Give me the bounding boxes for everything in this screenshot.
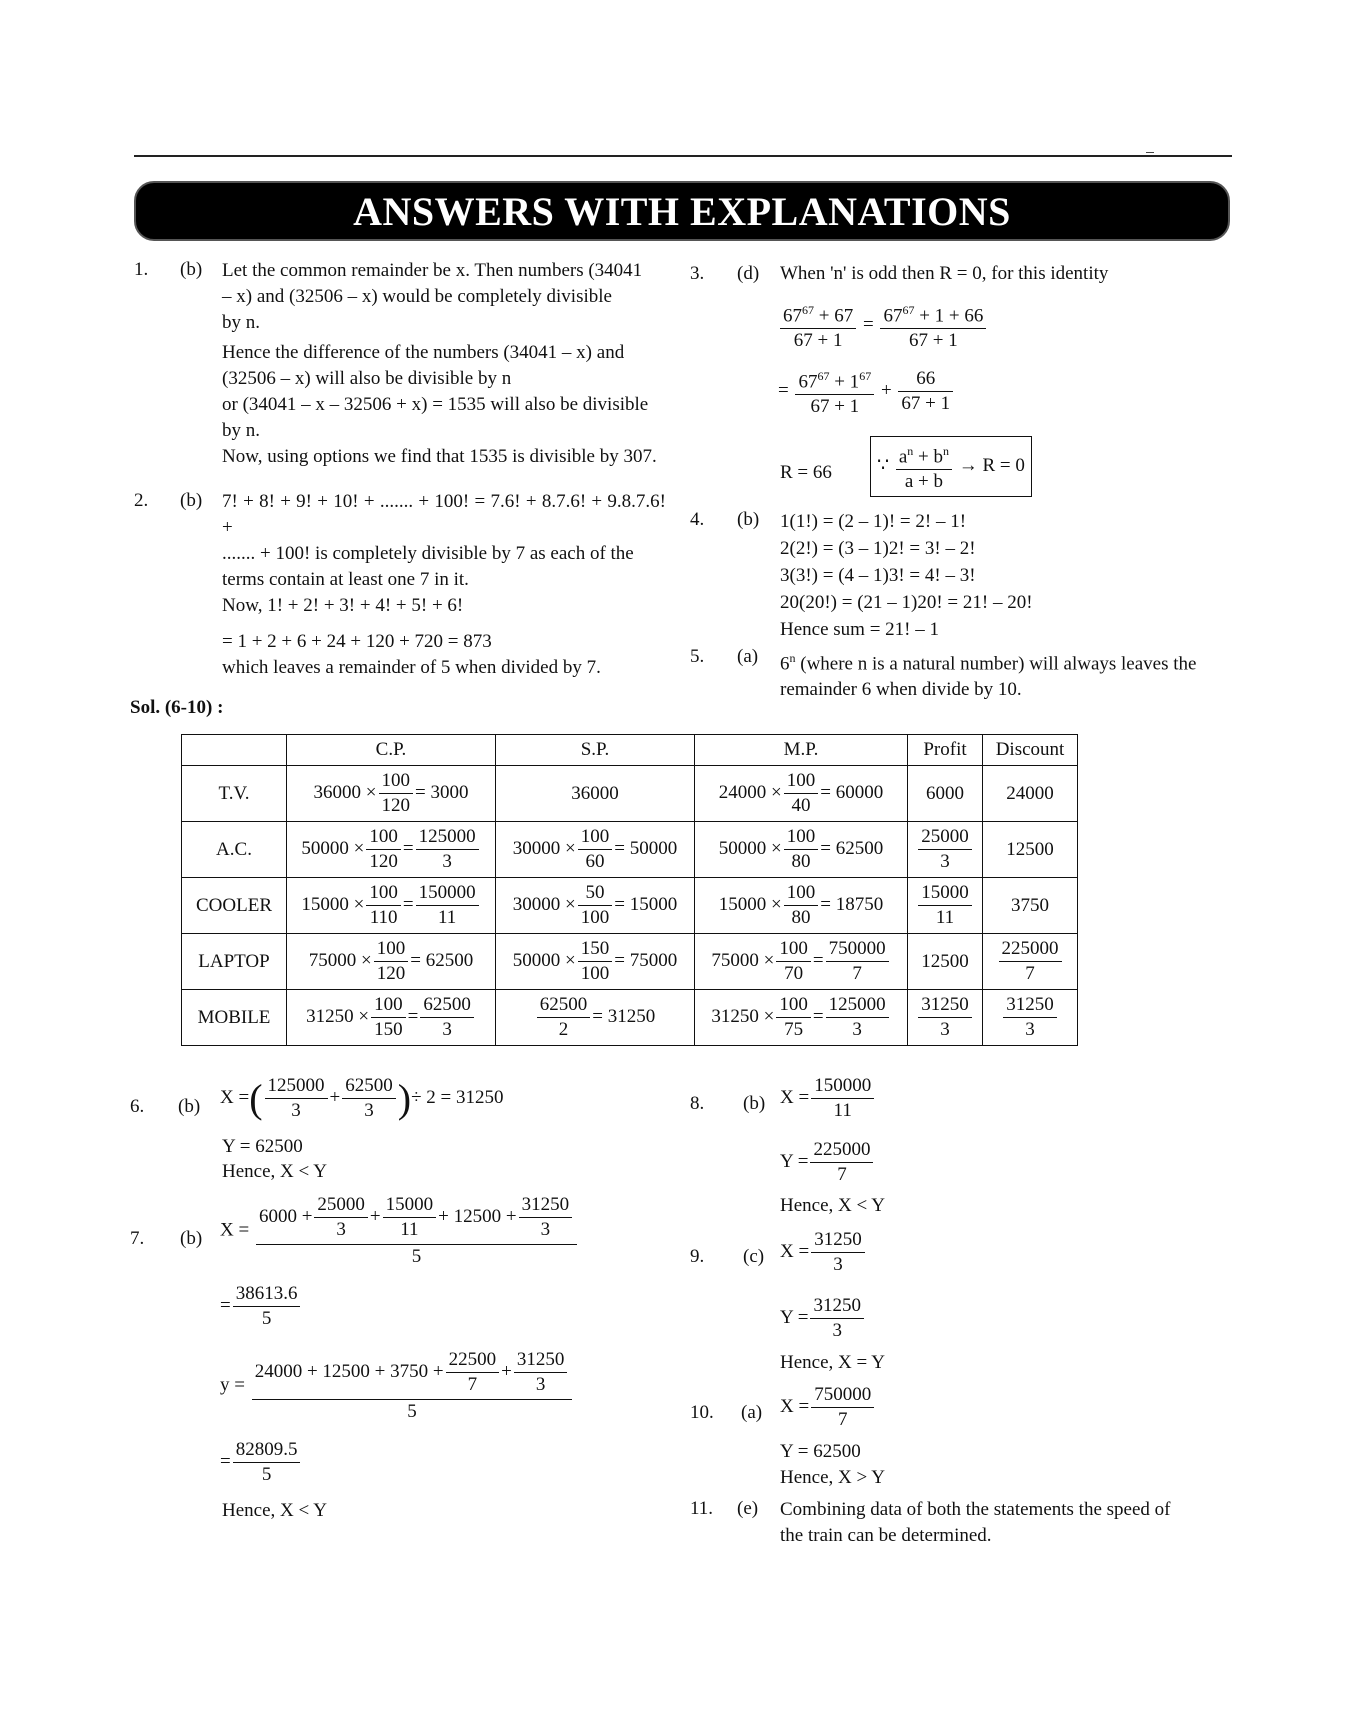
text-line: Let the common remainder be x. Then numbers (34041 xyxy=(222,260,643,281)
table-row xyxy=(182,990,1078,1046)
question-number: 1. xyxy=(134,259,149,280)
section-title-banner xyxy=(134,181,1230,241)
text-line: Combining data of both the statements the speed of xyxy=(780,1499,1171,1520)
question-number: 11. xyxy=(690,1498,714,1519)
mp-cell: 31250 × $\frac{100}{75}$ = $\frac{125000}{3}$ xyxy=(695,990,908,1046)
fraction: 24000 + 12500 + 3750 + $\frac{22500}{7}$ + $\frac{31250}{3}$ 5 xyxy=(252,1348,573,1424)
text-line: 1(1!) = (2 – 1)! = 2! – 1! xyxy=(780,511,967,532)
mp-cell: 75000 × $\frac{100}{70}$ = $\frac{750000}{7}$ xyxy=(695,934,908,990)
text-line: – x) and (32506 – x) would be completely divisible xyxy=(222,286,612,307)
discount-cell: 12500 xyxy=(983,822,1078,878)
y-value: Y = 62500 xyxy=(780,1441,861,1462)
mp-cell: 50000 × $\frac{100}{80}$ = 62500 xyxy=(695,822,908,878)
cp-cell: 75000 × $\frac{100}{120}$ = 62500 xyxy=(287,934,496,990)
item-cell: MOBILE xyxy=(182,990,287,1046)
header-cell: Profit xyxy=(908,735,983,766)
page-mark xyxy=(1146,152,1154,153)
conclusion: Hence, X < Y xyxy=(222,1500,327,1521)
fraction: $\frac{a^n + b^n}{a + b}$ xyxy=(896,439,952,494)
conclusion: Hence, X < Y xyxy=(780,1195,885,1216)
y-equation: Y = $\frac{225000}{7}$ xyxy=(780,1138,875,1187)
identity-box: ∵ $\frac{a^n + b^n}{a + b}$ → R = 0 xyxy=(870,436,1032,497)
text-line: by n. xyxy=(222,312,260,333)
text-line: 2(2!) = (3 – 1)2! = 3! – 2! xyxy=(780,538,976,559)
header-cell: M.P. xyxy=(695,735,908,766)
answer-option: (b) xyxy=(178,1096,201,1117)
table-row xyxy=(182,934,1078,990)
cp-cell: 36000 × $\frac{100}{120}$ = 3000 xyxy=(287,766,496,822)
text-line: 20(20!) = (21 – 1)20! = 21! – 20! xyxy=(780,592,1033,613)
answer-option: (b) xyxy=(180,490,203,511)
x-result: = $\frac{38613.6}{5}$ xyxy=(220,1282,302,1331)
identity-intro: When 'n' is odd then R = 0, for this identity xyxy=(780,263,1109,284)
section-title: ANSWERS WITH EXPLANATIONS xyxy=(353,189,1011,234)
identity-eq-2: = $\frac{67^{67} + 1^{67}}{67 + 1}$ + $\frac{66}{67 + 1}$ xyxy=(778,364,955,419)
text-line: = 1 + 2 + 6 + 24 + 120 + 720 = 873 xyxy=(222,631,492,652)
explanation-text xyxy=(780,508,1033,643)
x-equation: X = $\frac{750000}{7}$ xyxy=(780,1383,876,1432)
y-value: Y = 62500 xyxy=(222,1136,303,1157)
fraction: 6000 + $\frac{25000}{3}$ + $\frac{15000}{11}$ + 12500 + $\frac{31250}{3}$ 5 xyxy=(256,1193,577,1269)
remainder-result: R = 66 xyxy=(780,462,832,483)
x-equation: X = 6000 + $\frac{25000}{3}$ + $\frac{15000}{11}$ + 12500 + $\frac{31250}{3}$ 5 xyxy=(220,1193,579,1269)
fraction: $\frac{67^{67} + 1 + 66}{67 + 1}$ xyxy=(880,298,986,353)
identity-eq-1: $\frac{67^{67} + 67}{67 + 1}$ = $\frac{67^{67} + 1 + 66}{67 + 1}$ xyxy=(778,298,988,353)
text-line: 6$^n$ (where n is a natural number) will always leaves the xyxy=(780,651,1197,675)
sp-cell: 30000 × $\frac{50}{100}$ = 15000 xyxy=(496,878,695,934)
cp-cell: 50000 × $\frac{100}{120}$ = $\frac{125000}{3}$ xyxy=(287,822,496,878)
answer-option: (a) xyxy=(741,1402,763,1423)
mp-cell: 15000 × $\frac{100}{80}$ = 18750 xyxy=(695,878,908,934)
fraction: $\frac{67^{67} + 1^{67}}{67 + 1}$ xyxy=(795,364,874,419)
explanation-text xyxy=(222,258,666,470)
text-line: ....... + 100! is completely divisible by 7 as each of the xyxy=(222,543,634,564)
explanation-text xyxy=(780,1497,1230,1549)
text-line: Now, using options we find that 1535 is divisible by 307. xyxy=(222,446,657,467)
text-line: remainder 6 when divide by 10. xyxy=(780,679,1022,701)
table-row xyxy=(182,766,1078,822)
text-line: Now, 1! + 2! + 3! + 4! + 5! + 6! xyxy=(222,595,464,616)
question-number: 5. xyxy=(690,646,705,667)
cp-cell: 31250 × $\frac{100}{150}$ = $\frac{62500}{3}$ xyxy=(287,990,496,1046)
item-cell: LAPTOP xyxy=(182,934,287,990)
discount-cell: 24000 xyxy=(983,766,1078,822)
explanation-text xyxy=(222,489,666,681)
text-line: Hence sum = 21! – 1 xyxy=(780,619,939,640)
text-line: which leaves a remainder of 5 when divided by 7. xyxy=(222,657,601,678)
cost-price-table xyxy=(181,734,1078,1046)
text-line: 7! + 8! + 9! + 10! + ....... + 100! = 7.6! + 8.7.6! + 9.8.7.6! + xyxy=(222,491,666,538)
sp-cell: 36000 xyxy=(496,766,695,822)
conclusion: Hence, X > Y xyxy=(780,1467,885,1488)
sp-cell: 50000 × $\frac{150}{100}$ = 75000 xyxy=(496,934,695,990)
header-cell: C.P. xyxy=(287,735,496,766)
text-line: terms contain at least one 7 in it. xyxy=(222,569,469,590)
answer-option: (b) xyxy=(180,1228,203,1249)
profit-cell: $\frac{25000}{3}$ xyxy=(908,822,983,878)
x-equation: X =( $\frac{125000}{3}$ + $\frac{62500}{3}$ )÷ 2 = 31250 xyxy=(220,1075,504,1121)
answer-option: (a) xyxy=(737,646,759,667)
x-equation: X = $\frac{150000}{11}$ xyxy=(780,1074,876,1123)
question-number: 4. xyxy=(690,509,705,530)
sp-cell: $\frac{62500}{2}$ = 31250 xyxy=(496,990,695,1046)
y-result: = $\frac{82809.5}{5}$ xyxy=(220,1438,302,1487)
header-cell xyxy=(182,735,287,766)
item-cell: T.V. xyxy=(182,766,287,822)
table-header-row xyxy=(182,735,1078,766)
conclusion: Hence, X = Y xyxy=(780,1352,885,1373)
discount-cell: $\frac{31250}{3}$ xyxy=(983,990,1078,1046)
text-line: 3(3!) = (4 – 1)3! = 4! – 3! xyxy=(780,565,976,586)
fraction: $\frac{66}{67 + 1}$ xyxy=(898,367,953,416)
text-line: (32506 – x) will also be divisible by n xyxy=(222,368,512,389)
explanation-text xyxy=(780,645,1230,703)
answer-option: (b) xyxy=(743,1093,766,1114)
because-symbol: ∵ xyxy=(877,455,890,477)
header-cell: S.P. xyxy=(496,735,695,766)
text-line: Hence the difference of the numbers (34041 – x) and xyxy=(222,342,625,363)
table-row xyxy=(182,878,1078,934)
profit-cell: $\frac{15000}{11}$ xyxy=(908,878,983,934)
text-line: or (34041 – x – 32506 + x) = 1535 will also be divisible xyxy=(222,394,649,415)
question-number: 7. xyxy=(130,1228,145,1249)
x-equation: X = $\frac{31250}{3}$ xyxy=(780,1228,867,1277)
question-number: 2. xyxy=(134,490,149,511)
profit-cell: $\frac{31250}{3}$ xyxy=(908,990,983,1046)
text-line: the train can be determined. xyxy=(780,1525,992,1546)
question-number: 8. xyxy=(690,1093,705,1114)
question-number: 6. xyxy=(130,1096,145,1117)
fraction: $\frac{67^{67} + 67}{67 + 1}$ xyxy=(780,298,856,353)
question-number: 10. xyxy=(690,1402,714,1423)
discount-cell: 3750 xyxy=(983,878,1078,934)
answer-option: (b) xyxy=(180,259,203,280)
profit-cell: 6000 xyxy=(908,766,983,822)
item-cell: A.C. xyxy=(182,822,287,878)
sp-cell: 30000 × $\frac{100}{60}$ = 50000 xyxy=(496,822,695,878)
text-line: by n. xyxy=(222,420,260,441)
discount-cell: $\frac{225000}{7}$ xyxy=(983,934,1078,990)
header-cell: Discount xyxy=(983,735,1078,766)
mp-cell: 24000 × $\frac{100}{40}$ = 60000 xyxy=(695,766,908,822)
question-number: 3. xyxy=(690,263,705,284)
answer-option: (e) xyxy=(737,1498,759,1519)
question-number: 9. xyxy=(690,1246,705,1267)
table-row xyxy=(182,822,1078,878)
solution-label: Sol. (6-10) : xyxy=(130,697,224,718)
answer-option: (d) xyxy=(737,263,760,284)
cp-cell: 15000 × $\frac{100}{110}$ = $\frac{150000}{11}$ xyxy=(287,878,496,934)
answer-option: (c) xyxy=(743,1246,765,1267)
profit-cell: 12500 xyxy=(908,934,983,990)
y-equation: Y = $\frac{31250}{3}$ xyxy=(780,1294,866,1343)
item-cell: COOLER xyxy=(182,878,287,934)
answer-option: (b) xyxy=(737,509,760,530)
y-equation: y = 24000 + 12500 + 3750 + $\frac{22500}{7}$ + $\frac{31250}{3}$ 5 xyxy=(220,1348,574,1424)
header-rule xyxy=(134,155,1232,157)
conclusion: Hence, X < Y xyxy=(222,1161,327,1182)
